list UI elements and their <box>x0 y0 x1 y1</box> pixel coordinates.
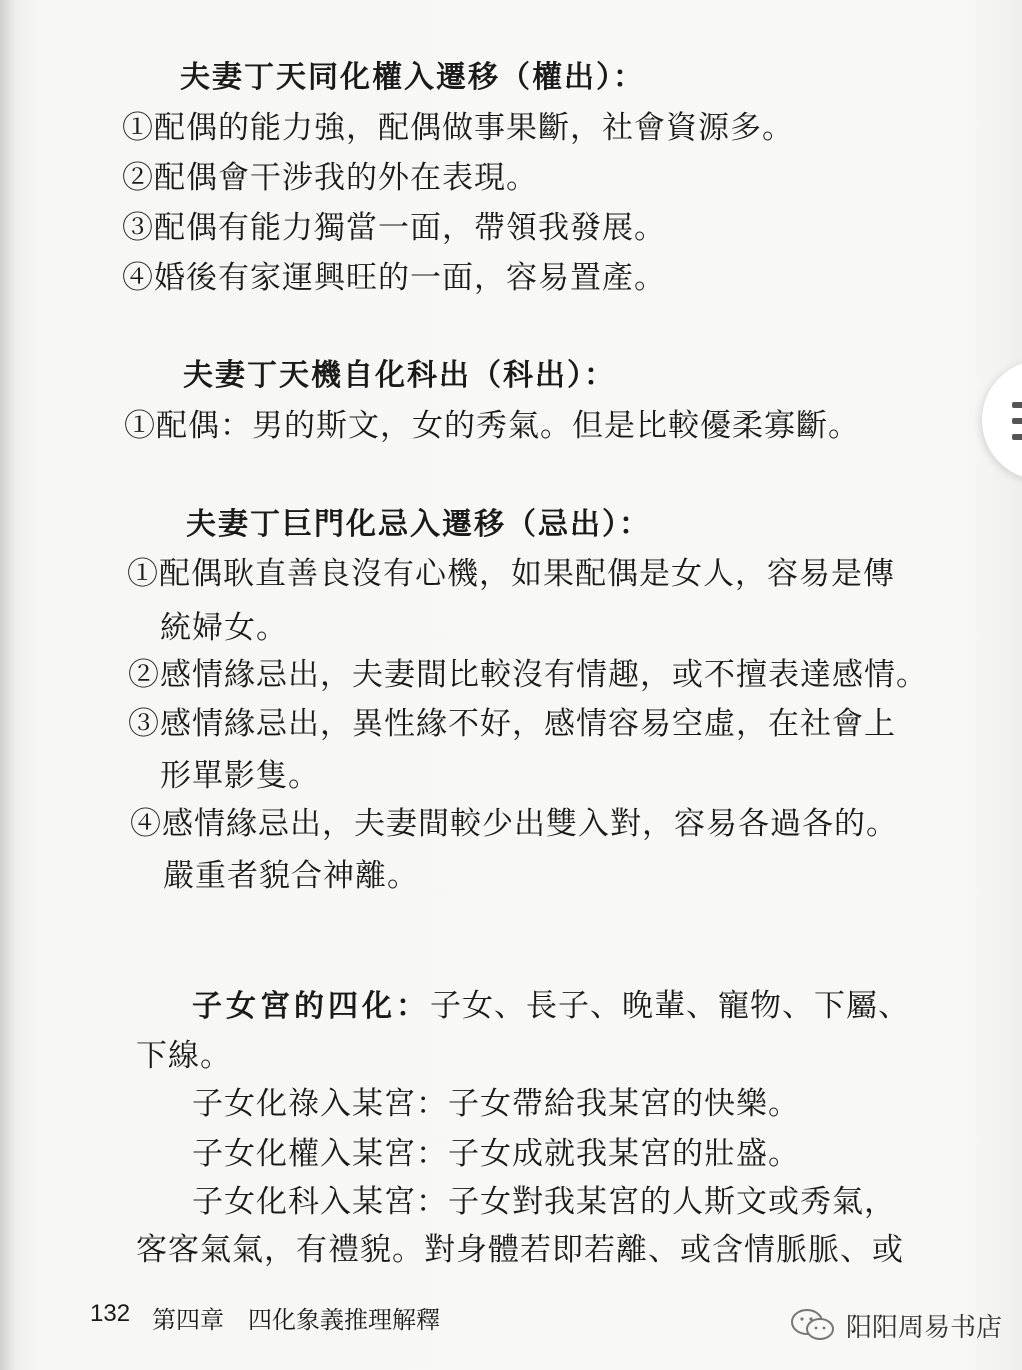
list-item: ③感情緣忌出，異性緣不好，感情容易空虛，在社會上 <box>128 706 896 742</box>
section-heading: 夫妻丁巨門化忌入遷移（忌出）： <box>186 507 651 542</box>
section-heading: 夫妻丁天機自化科出（科出）： <box>183 358 616 393</box>
paragraph-line: 子女化科入某宮：子女對我某宮的人斯文或秀氣， <box>192 1184 896 1220</box>
side-drawer-handle[interactable] <box>982 360 1022 480</box>
list-item-continuation: 形單影隻。 <box>160 758 320 794</box>
list-item-continuation: 統婦女。 <box>160 610 288 646</box>
list-item: ③配偶有能力獨當一面，帶領我發展。 <box>122 210 666 246</box>
paragraph-line: 子女化祿入某宮：子女帶給我某宮的快樂。 <box>192 1086 800 1122</box>
list-item: ②配偶會干涉我的外在表現。 <box>122 160 538 196</box>
section-heading: 夫妻丁天同化權入遷移（權出）： <box>180 60 645 95</box>
watermark <box>790 1305 1002 1345</box>
section-heading: 子女宮的四化： <box>192 989 430 1024</box>
page-spine-shadow <box>0 0 14 1370</box>
list-item: ①配偶耿直善良沒有心機，如果配偶是女人，容易是傳 <box>127 556 895 592</box>
page-number: 132 <box>90 1300 131 1327</box>
section-intro: 子女、長子、晚輩、寵物、下屬、 <box>430 988 910 1024</box>
handle-bar-icon <box>1012 402 1022 408</box>
paragraph-line: 子女化權入某宮：子女成就我某宮的壯盛。 <box>192 1136 800 1172</box>
paragraph-line: 下線。 <box>136 1038 232 1074</box>
chapter-title: 第四章 四化象義推理解釋 <box>152 1306 440 1334</box>
paragraph-line <box>192 986 910 1027</box>
handle-bar-icon <box>1012 434 1022 440</box>
paragraph-line: 客客氣氣，有禮貌。對身體若即若離、或含情脈脈、或 <box>136 1232 904 1268</box>
list-item: ①配偶：男的斯文，女的秀氣。但是比較優柔寡斷。 <box>124 408 860 444</box>
watermark-text: 阳阳周易书店 <box>846 1312 1003 1343</box>
wechat-icon <box>790 1308 836 1342</box>
list-item: ①配偶的能力強，配偶做事果斷，社會資源多。 <box>122 110 794 146</box>
list-item: ②感情緣忌出，夫妻間比較沒有情趣，或不擅表達感情。 <box>128 657 928 693</box>
list-item: ④婚後有家運興旺的一面，容易置產。 <box>122 260 666 296</box>
list-item: ④感情緣忌出，夫妻間較少出雙入對，容易各過各的。 <box>130 806 898 842</box>
handle-bar-icon <box>1012 418 1022 424</box>
list-item-continuation: 嚴重者貌合神離。 <box>163 858 419 894</box>
